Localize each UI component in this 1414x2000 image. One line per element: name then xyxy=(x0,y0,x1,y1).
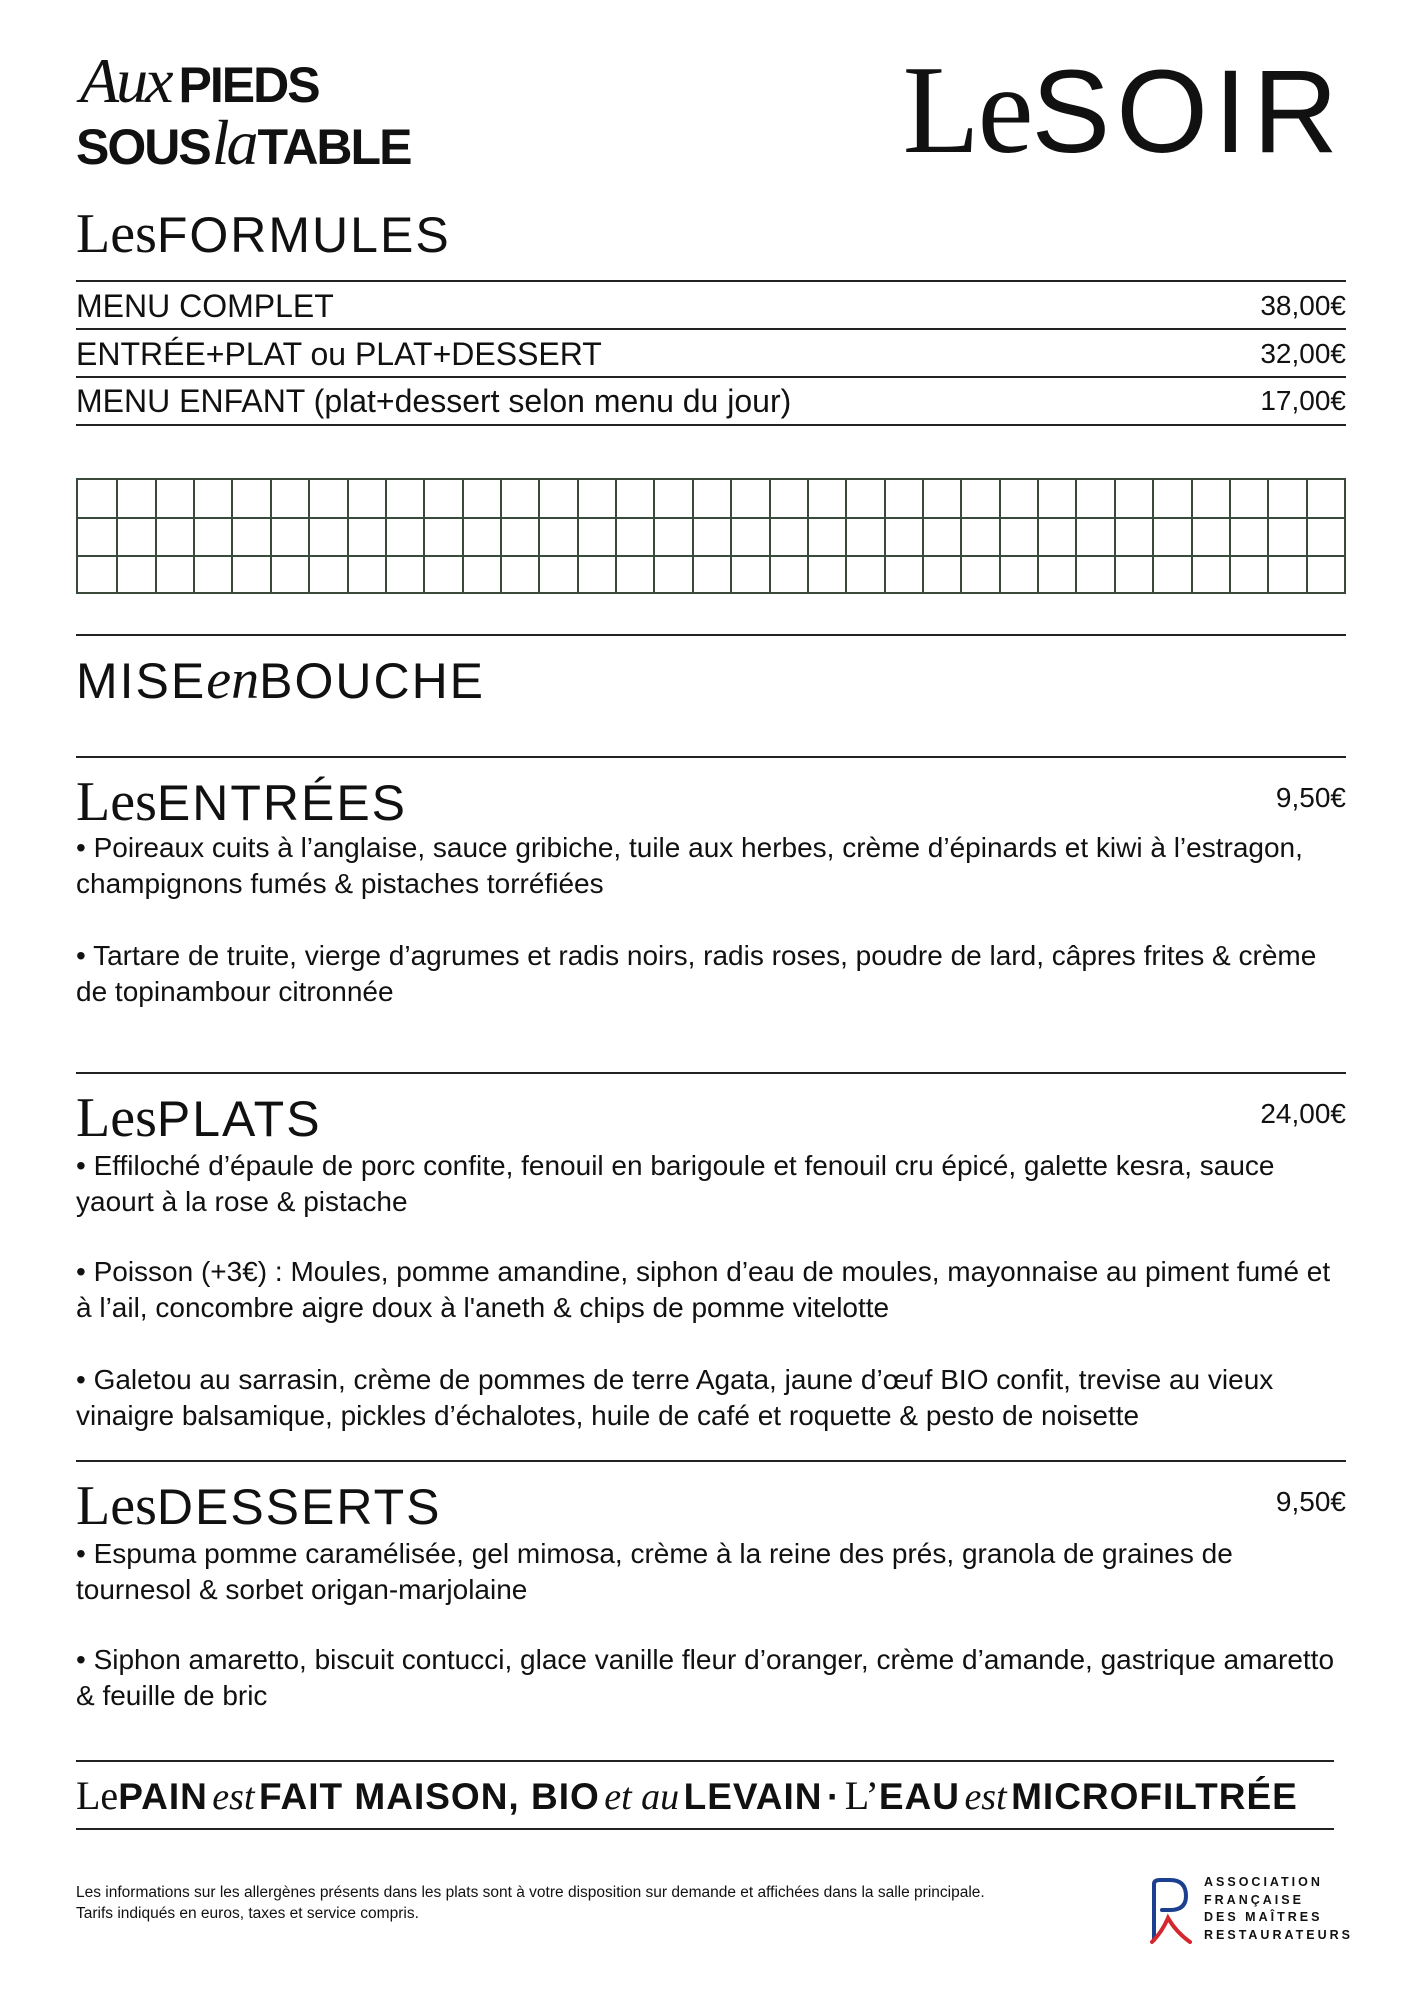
logo-aux: Aux xyxy=(80,45,171,116)
afmr-line: FRANÇAISE xyxy=(1204,1892,1304,1907)
grid-col-line xyxy=(385,480,387,592)
divider xyxy=(76,1828,1334,1830)
dish-item: • Poisson (+3€) : Moules, pomme amandine, siphon d’eau de moules, mayonnaise au piment fumé et à l’ail, concombre aigre doux à l'aneth & chips de pomme vitelotte xyxy=(76,1256,1331,1323)
banner-text: et au xyxy=(604,1776,680,1818)
grid-col-line xyxy=(423,480,425,592)
dish-item: • Poireaux cuits à l’anglaise, sauce gribiche, tuile aux herbes, crème d’épinards et kiwi à l’estragon, champignons fumés & pistaches torréfiées xyxy=(76,832,1303,899)
grid-col-line xyxy=(1075,480,1077,592)
heading-formules: FORMULES xyxy=(156,207,451,263)
entrees-heading xyxy=(76,771,408,833)
afmr-line: ASSOCIATION xyxy=(1204,1875,1323,1889)
maitres-restaurateurs-logo-icon xyxy=(1148,1876,1192,1946)
grid-col-line xyxy=(155,480,157,592)
grid-col-line xyxy=(807,480,809,592)
grid-col-line xyxy=(116,480,118,592)
dish-item: • Galetou au sarrasin, crème de pommes de terre Agata, jaune d’œuf BIO confit, trevise au vieux vinaigre balsamique, pickles d’échalotes, huile de café et roquette & pesto de noisette xyxy=(76,1364,1274,1431)
heading-bouche: BOUCHE xyxy=(259,653,486,709)
formule-label: MENU ENFANT (plat+dessert selon menu du jour) xyxy=(76,383,792,419)
grid-col-line xyxy=(462,480,464,592)
plats-heading xyxy=(76,1087,322,1149)
grid-col-line xyxy=(270,480,272,592)
dish-item: • Espuma pomme caramélisée, gel mimosa, crème à la reine des prés, granola de graines de tournesol & sorbet origan-marjolaine xyxy=(76,1538,1233,1605)
formule-label: MENU COMPLET xyxy=(76,288,334,324)
logo-line-2 xyxy=(76,106,410,180)
entrees-price: 9,50€ xyxy=(1275,782,1346,813)
divider xyxy=(76,634,1346,636)
plats-price: 24,00€ xyxy=(1260,1098,1346,1129)
banner-text: LEVAIN xyxy=(683,1776,823,1817)
legal-line: Tarifs indiqués en euros, taxes et service compris. xyxy=(76,1905,419,1922)
formule-price: 17,00€ xyxy=(1260,385,1346,416)
grid-col-line xyxy=(308,480,310,592)
banner-text: FAIT MAISON, BIO xyxy=(258,1776,600,1817)
divider xyxy=(76,328,1346,330)
grid-col-line xyxy=(231,480,233,592)
desserts-heading xyxy=(76,1475,442,1537)
logo-table: TABLE xyxy=(257,119,411,175)
dish-item: • Siphon amaretto, biscuit contucci, glace vanille fleur d’oranger, crème d’amande, gastrique amaretto & feuille de bric xyxy=(76,1644,1335,1711)
divider xyxy=(76,1760,1334,1762)
grid-col-line xyxy=(653,480,655,592)
title-soir: SOIR xyxy=(1031,46,1344,178)
dish-item: • Effiloché d’épaule de porc confite, fenouil en barigoule et fenouil cru épicé, galette kesra, sauce yaourt à la rose & pistache xyxy=(76,1150,1275,1217)
grid-col-line xyxy=(1152,480,1154,592)
divider xyxy=(76,756,1346,758)
grid-col-line xyxy=(769,480,771,592)
banner-text: L’ xyxy=(844,1773,879,1818)
grid-col-line xyxy=(999,480,1001,592)
grid-col-line xyxy=(615,480,617,592)
logo-sous: SOUS xyxy=(76,119,210,175)
divider xyxy=(76,280,1346,282)
formule-row xyxy=(76,331,1346,377)
grid-col-line xyxy=(577,480,579,592)
heading-les: Les xyxy=(76,203,157,265)
title-le: Le xyxy=(902,41,1032,180)
banner-text: Le xyxy=(76,1773,119,1818)
banner-text: PAIN xyxy=(118,1776,208,1817)
heading-entrees: ENTRÉES xyxy=(156,775,408,831)
logo-la: la xyxy=(211,107,256,178)
formule-price: 38,00€ xyxy=(1260,290,1346,321)
grid-col-line xyxy=(1267,480,1269,592)
grid-col-line xyxy=(1191,480,1193,592)
formule-row xyxy=(76,378,1346,424)
grid-col-line xyxy=(1037,480,1039,592)
heading-les: Les xyxy=(76,771,157,833)
divider xyxy=(76,424,1346,426)
afmr-line: RESTAURATEURS xyxy=(1204,1927,1353,1942)
legal-notice xyxy=(76,1882,1136,1924)
grid-col-line xyxy=(960,480,962,592)
formules-heading xyxy=(76,203,451,265)
formule-label: ENTRÉE+PLAT ou PLAT+DESSERT xyxy=(76,336,602,372)
grid-col-line xyxy=(347,480,349,592)
grid-col-line xyxy=(1306,480,1308,592)
decorative-grid xyxy=(76,478,1346,594)
restaurant-logo xyxy=(76,44,506,178)
heading-en: en xyxy=(206,649,260,711)
page-title xyxy=(902,41,1344,180)
grid-col-line xyxy=(845,480,847,592)
grid-col-line xyxy=(922,480,924,592)
afmr-line: DES MAÎTRES xyxy=(1204,1910,1323,1924)
grid-col-line xyxy=(730,480,732,592)
legal-line: Les informations sur les allergènes présents dans les plats sont à votre disposition sur demande et affichées dans la salle principale. xyxy=(76,1884,985,1901)
grid-col-line xyxy=(692,480,694,592)
grid-col-line xyxy=(1229,480,1231,592)
grid-col-line xyxy=(538,480,540,592)
desserts-price: 9,50€ xyxy=(1275,1486,1346,1517)
banner-text: EAU xyxy=(878,1776,960,1817)
grid-col-line xyxy=(500,480,502,592)
bread-water-banner xyxy=(76,1773,1336,1818)
banner-text: MICROFILTRÉE xyxy=(1011,1776,1298,1817)
mise-en-bouche-heading xyxy=(76,649,486,711)
banner-text: est xyxy=(964,1776,1007,1818)
heading-mise: MISE xyxy=(76,653,207,709)
dish-item: • Tartare de truite, vierge d’agrumes et radis noirs, radis roses, poudre de lard, câpres frites & crème de topinambour citronnée xyxy=(76,940,1317,1007)
banner-text: est xyxy=(212,1776,255,1818)
formule-price: 32,00€ xyxy=(1260,338,1346,369)
logo-pieds: PIEDS xyxy=(178,57,319,113)
divider xyxy=(76,1460,1346,1462)
grid-col-line xyxy=(1114,480,1116,592)
heading-plats: PLATS xyxy=(156,1091,322,1147)
divider xyxy=(76,1072,1346,1074)
banner-separator: · xyxy=(826,1776,841,1817)
grid-col-line xyxy=(193,480,195,592)
formule-row xyxy=(76,283,1346,329)
heading-les: Les xyxy=(76,1087,157,1149)
afmr-label xyxy=(1204,1874,1353,1944)
heading-desserts: DESSERTS xyxy=(156,1479,442,1535)
grid-col-line xyxy=(884,480,886,592)
heading-les: Les xyxy=(76,1475,157,1537)
